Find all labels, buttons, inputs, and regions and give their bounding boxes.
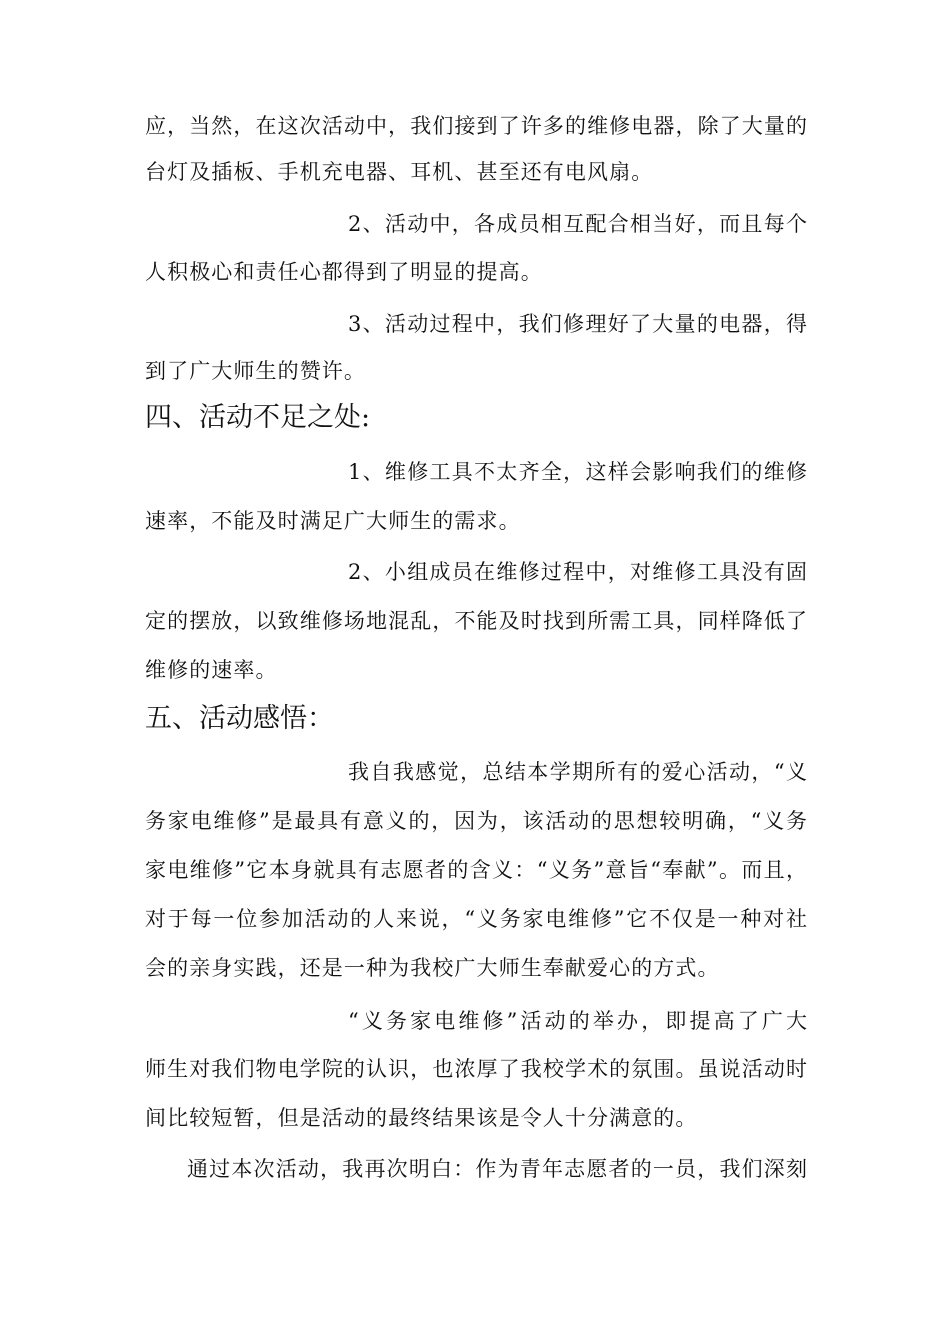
list-item-2: 3、活动过程中，我们修理好了大量的电器，得 [348, 312, 807, 336]
text-line: 速率，不能及时满足广大师生的需求。 [145, 509, 521, 533]
text-line: 师生对我们物电学院的认识，也浓厚了我校学术的氛围。虽说活动时 [145, 1057, 807, 1081]
text-line: 到了广大师生的赞许。 [145, 359, 366, 383]
text-line: 家电维修”它本身就具有志愿者的含义：“义务”意旨“奉献”。而且， [145, 858, 807, 882]
text-line: 维修的速率。 [145, 658, 278, 682]
list-item-2: 2、小组成员在维修过程中，对维修工具没有固 [348, 560, 807, 584]
text-line: 定的摆放，以致维修场地混乱，不能及时找到所需工具，同样降低了 [145, 609, 807, 633]
list-item-1: 1、维修工具不太齐全，这样会影响我们的维修 [348, 460, 807, 484]
text-line: 间比较短暂，但是活动的最终结果该是令人十分满意的。 [145, 1106, 698, 1130]
paragraph-start: 我自我感觉，总结本学期所有的爱心活动，“义 [348, 760, 807, 784]
list-item-1: 2、活动中，各成员相互配合相当好，而且每个 [348, 212, 807, 236]
text-line: 应，当然，在这次活动中，我们接到了许多的维修电器，除了大量的 [145, 114, 807, 138]
section-heading-5: 五、活动感悟： [145, 703, 334, 734]
text-line: 人积极心和责任心都得到了明显的提高。 [145, 260, 543, 284]
text-line: 务家电维修”是最具有意义的，因为，该活动的思想较明确，“义务 [145, 809, 807, 833]
text-line: 对于每一位参加活动的人来说，“义务家电维修”它不仅是一种对社 [145, 907, 807, 931]
paragraph-start: 通过本次活动，我再次明白：作为青年志愿者的一员，我们深刻 [187, 1157, 807, 1181]
text-line: 台灯及插板、手机充电器、耳机、甚至还有电风扇。 [145, 160, 654, 184]
paragraph-start: “义务家电维修”活动的举办，即提高了广大 [348, 1009, 807, 1033]
section-heading-4: 四、活动不足之处: [145, 402, 371, 433]
text-line: 会的亲身实践，还是一种为我校广大师生奉献爱心的方式。 [145, 956, 720, 980]
